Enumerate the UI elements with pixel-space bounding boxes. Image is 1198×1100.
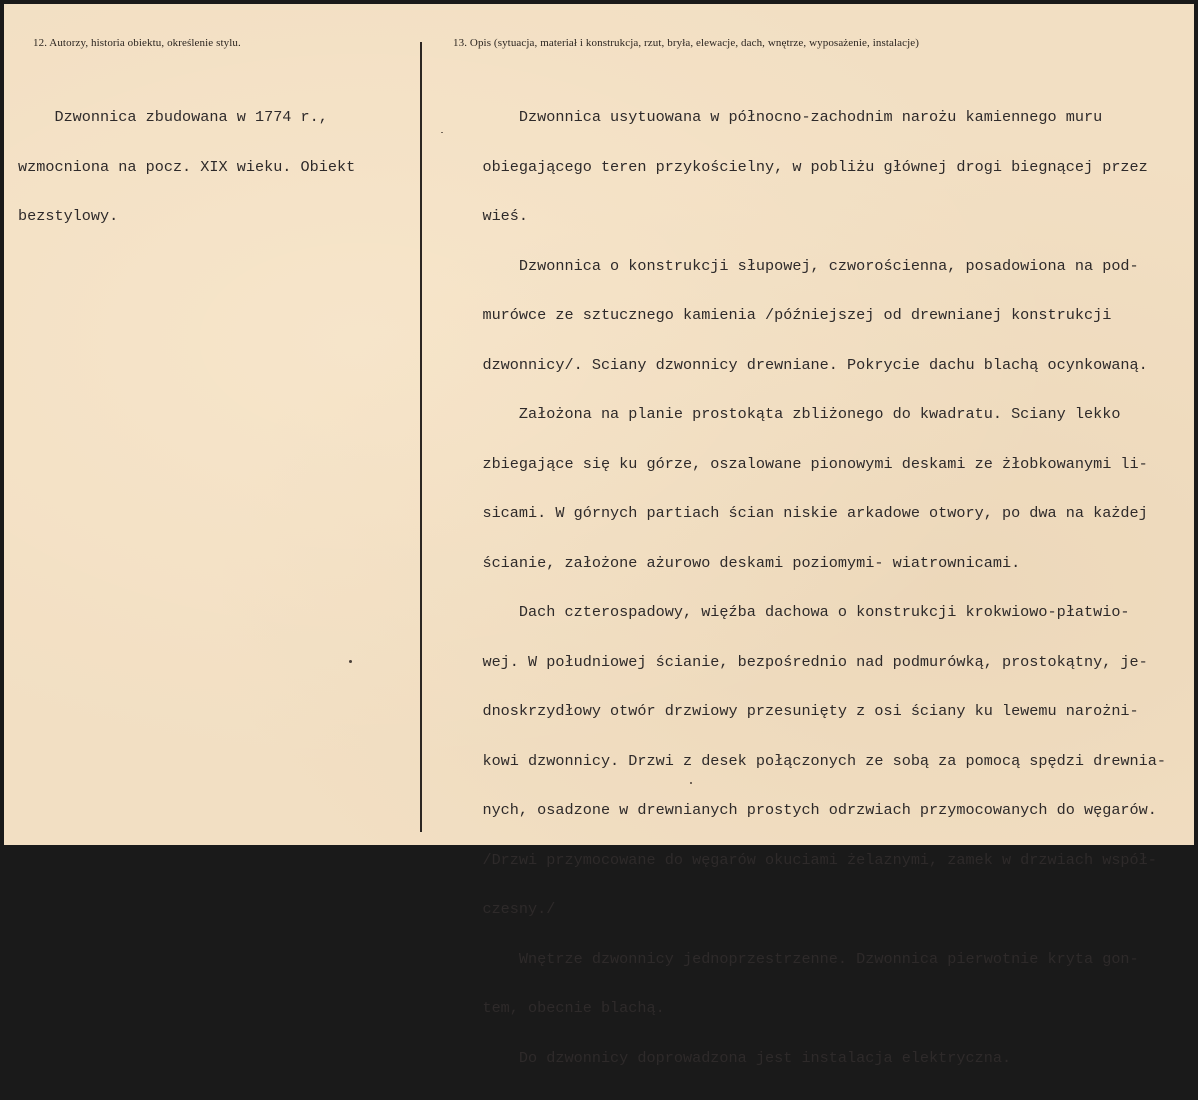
record-card [4,4,1194,1067]
text-line: /Drzwi przymocowane do węgarów okuciami żelaznymi, zamek w drzwiach współ- [446,850,1157,869]
text-line: dnoskrzydłowy otwór drzwiowy przesunięty z osi ściany ku lewemu narożni- [446,702,1139,720]
paper-speck [690,782,692,784]
text-line: Dzwonnica o konstrukcji słupowej, czworościenna, posadowiona na pod- [446,256,1139,275]
text-line: Wnętrze dzwonnicy jednoprzestrzenne. Dzwonnica pierwotnie kryta gon- [446,949,1139,968]
text-line: Założona na planie prostokąta zbliżonego do kwadratu. Sciany lekko [446,405,1121,423]
paper-speck [349,660,352,663]
text-line: dzwonnicy/. Sciany dzwonnicy drewniane. Pokrycie dachu blachą ocynkowaną. [446,355,1148,374]
text-line: Dzwonnica usytuowana w północno-zachodnim narożu kamiennego muru [446,108,1103,126]
text-line: sicami. W górnych partiach ścian niskie arkadowe otwory, po dwa na każdej [446,504,1148,522]
text-line: wieś. [446,207,529,225]
text-line: murówce ze sztucznego kamienia /późniejszej od drewnianej konstrukcji [446,306,1112,324]
text-line: tem, obecnie blachą. [446,999,665,1017]
text-line: wej. W południowej ścianie, bezpośrednio nad podmurówką, prostokątny, je- [446,652,1148,671]
paper-speck [441,132,443,133]
field-13-text [446,76,1166,1099]
text-line: ścianie, założone ażurowo deskami poziomymi- wiatrownicami. [446,553,1021,572]
field-12-text [18,76,355,258]
text-line: wzmocniona na pocz. XIX wieku. Obiekt [18,157,356,176]
text-line: nych, osadzone w drewnianych prostych odrzwiach przymocowanych do węgarów. [446,801,1157,819]
column-divider [420,42,422,832]
text-line: czesny./ [446,900,556,918]
text-line: Do dzwonnicy doprowadzona jest instalacja elektryczna. [446,1048,1012,1067]
text-line: Dzwonnica zbudowana w 1774 r., [18,108,328,126]
text-line: zbiegające się ku górze, oszalowane pionowymi deskami ze żłobkowanymi li- [446,454,1148,473]
text-line: bezstylowy. [18,207,119,225]
text-line: Dach czterospadowy, więźba dachowa o konstrukcji krokwiowo-płatwio- [446,603,1130,621]
field-12-heading: 12. Autorzy, historia obiektu, określenie stylu. [33,37,241,49]
text-line: obiegającego teren przykościelny, w pobliżu głównej drogi biegnącej przez [446,157,1148,176]
field-13-heading: 13. Opis (sytuacja, materiał i konstrukcja, rzut, bryła, elewacje, dach, wnętrze, wyposażenie, instalacje) [453,37,919,49]
text-line: kowi dzwonnicy. Drzwi z desek połączonych ze sobą za pomocą spędzi drewnia- [446,751,1167,770]
